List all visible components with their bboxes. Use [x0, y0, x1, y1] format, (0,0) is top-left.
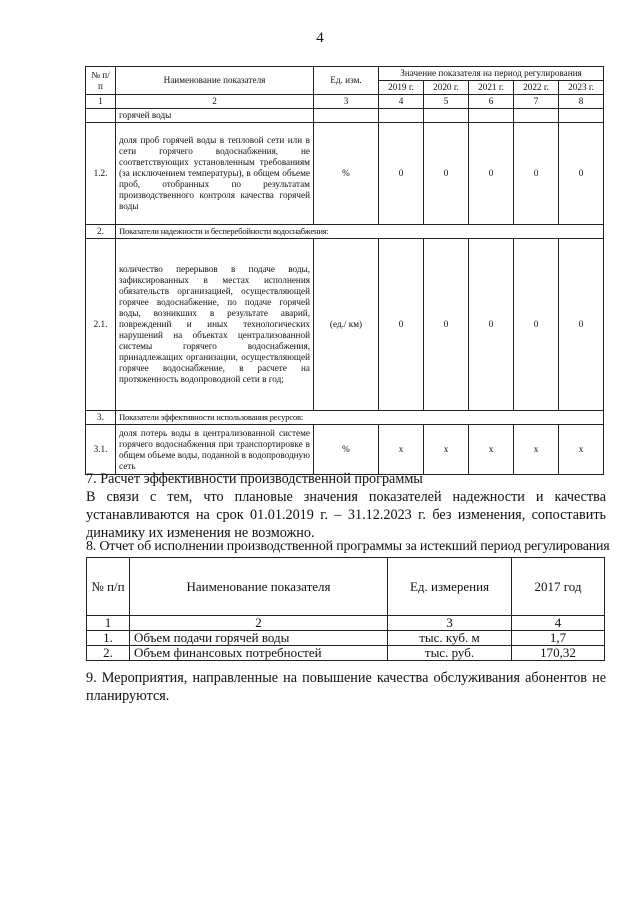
- row-name: доля потерь воды в централизованной системе горячего водоснабжения при транспортировке в общем объеме воды, поданной в водопроводную сеть: [116, 425, 314, 475]
- year-2021: 2021 г.: [469, 81, 514, 95]
- table1-header-row: [86, 67, 604, 81]
- row-value: x: [469, 425, 514, 475]
- row-num: 2.: [87, 646, 130, 661]
- colnum: 2: [116, 95, 314, 109]
- colnum: 5: [424, 95, 469, 109]
- table2-header-year: 2017 год: [512, 558, 605, 616]
- row-value: 0: [559, 123, 604, 225]
- colnum: 3: [388, 616, 512, 631]
- row-value: x: [559, 425, 604, 475]
- row-value: x: [424, 425, 469, 475]
- section-7: [86, 470, 606, 542]
- row-name: Объем финансовых потребностей: [130, 646, 388, 661]
- section-9-text: 9. Мероприятия, направленные на повышение качества обслуживания абонентов не планируются.: [86, 670, 606, 704]
- page-number: 4: [316, 30, 324, 46]
- indicators-table: [85, 66, 604, 475]
- table1-header-num: № п/п: [86, 67, 116, 95]
- row-value: 0: [514, 123, 559, 225]
- section-8-heading: 8. Отчет об исполнении производственной программы за истекший период регулирования: [86, 539, 610, 554]
- row-value: 1,7: [512, 631, 605, 646]
- year-2020: 2020 г.: [424, 81, 469, 95]
- row-value: x: [514, 425, 559, 475]
- row-num: 1.2.: [86, 123, 116, 225]
- row-value: 0: [559, 239, 604, 411]
- row-unit: %: [314, 425, 379, 475]
- table-row: [86, 123, 604, 225]
- report-table: [86, 557, 605, 661]
- table2-header-row: [87, 558, 605, 616]
- row-value: 0: [469, 123, 514, 225]
- row-unit: (ед./ км): [314, 239, 379, 411]
- colnum: 4: [512, 616, 605, 631]
- year-2022: 2022 г.: [514, 81, 559, 95]
- row-value: 0: [379, 239, 424, 411]
- continuation-text: горячей воды: [116, 109, 314, 123]
- row-num: 2.1.: [86, 239, 116, 411]
- row-name: количество перерывов в подаче воды, зафиксированных в местах исполнения обязательств организацией, осуществляющей горячее водоснабжение, по подаче горячей воды, возникших в результате аварий, повреждений и иных технологических нарушений на объектах централизованной системы горячего водоснабжения, принадлежащих организации, осуществляющей горячее водоснабжение, в расчете на протяженность водопроводной сети в год;: [116, 239, 314, 411]
- row-value: 0: [424, 239, 469, 411]
- row-unit: тыс. куб. м: [388, 631, 512, 646]
- table2-header-num: № п/п: [87, 558, 130, 616]
- colnum: 4: [379, 95, 424, 109]
- table-row: [87, 646, 605, 661]
- row-unit: тыс. руб.: [388, 646, 512, 661]
- row-value: x: [379, 425, 424, 475]
- table1-colnum-row: [86, 95, 604, 109]
- row-value: 0: [424, 123, 469, 225]
- colnum: 1: [86, 95, 116, 109]
- year-2019: 2019 г.: [379, 81, 424, 95]
- row-num: 3.1.: [86, 425, 116, 475]
- table2-header-name: Наименование показателя: [130, 558, 388, 616]
- row-name: доля проб горячей воды в тепловой сети или в сети горячего водоснабжения, не соответствующих установленным требованиям (за исключением температуры), в общем объеме проб, отобранных по результатам производственного контроля качества горячей воды: [116, 123, 314, 225]
- colnum: 3: [314, 95, 379, 109]
- table1-header-name: Наименование показателя: [116, 67, 314, 95]
- row-value: 0: [379, 123, 424, 225]
- section-title: Показатели эффективности использования ресурсов:: [116, 411, 604, 425]
- section-row: [86, 411, 604, 425]
- table1-header-unit: Ед. изм.: [314, 67, 379, 95]
- colnum: 1: [87, 616, 130, 631]
- table-row: [86, 239, 604, 411]
- row-value: 0: [514, 239, 559, 411]
- row-num: 1.: [87, 631, 130, 646]
- year-2023: 2023 г.: [559, 81, 604, 95]
- section-title: Показатели надежности и бесперебойности водоснабжения:: [116, 225, 604, 239]
- section-num: 2.: [86, 225, 116, 239]
- table1-continuation-row: [86, 109, 604, 123]
- table-row: [86, 425, 604, 475]
- section-num: 3.: [86, 411, 116, 425]
- row-unit: %: [314, 123, 379, 225]
- section-7-heading: 7. Расчет эффективности производственной программы: [86, 471, 423, 487]
- colnum: 2: [130, 616, 388, 631]
- row-name: Объем подачи горячей воды: [130, 631, 388, 646]
- colnum: 6: [469, 95, 514, 109]
- table2-colnum-row: [87, 616, 605, 631]
- row-value: 170,32: [512, 646, 605, 661]
- section-7-text: В связи с тем, что плановые значения показателей надежности и качества устанавливаются на срок 01.01.2019 г. – 31.12.2023 г. без изменения, сопоставить динамику их изменения не возможно.: [86, 489, 606, 541]
- section-row: [86, 225, 604, 239]
- table-row: [87, 631, 605, 646]
- table1-header-period: Значение показателя на период регулирования: [379, 67, 604, 81]
- row-value: 0: [469, 239, 514, 411]
- colnum: 8: [559, 95, 604, 109]
- colnum: 7: [514, 95, 559, 109]
- table2-header-unit: Ед. измерения: [388, 558, 512, 616]
